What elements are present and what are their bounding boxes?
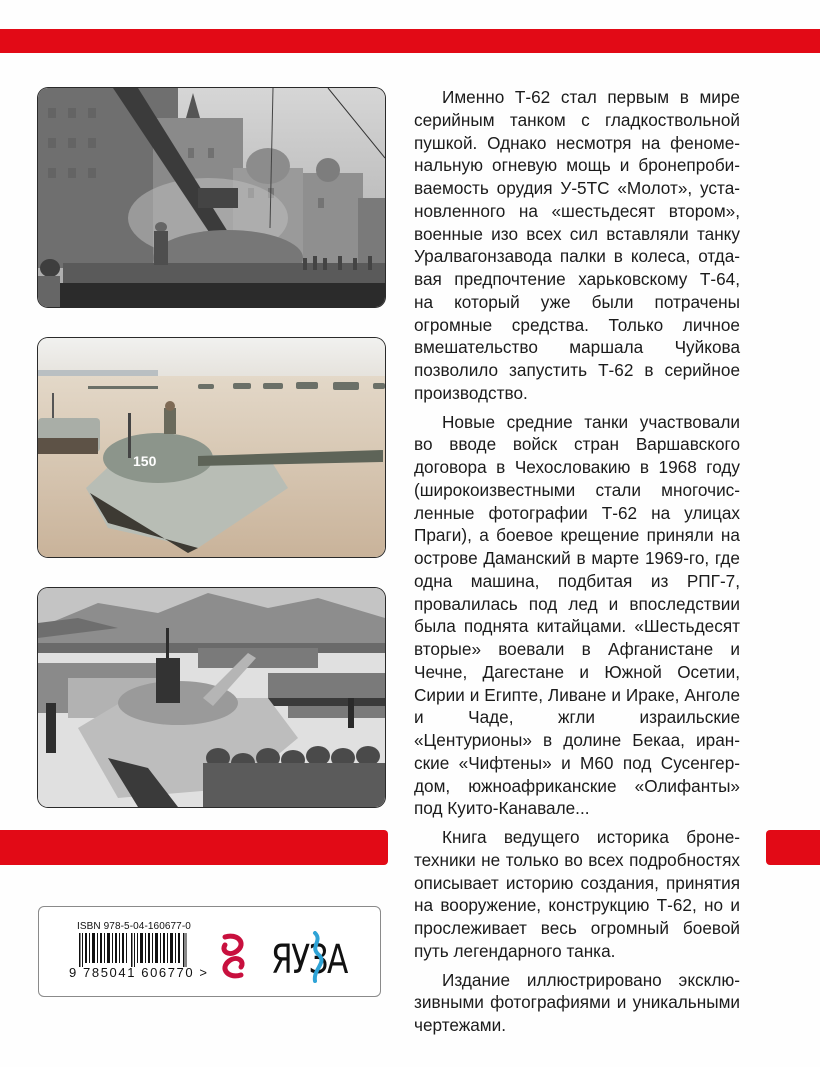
book-description bbox=[414, 86, 740, 1043]
description-paragraph-3: Книга ведущего историка бронетехники не только во всех подробностях описывает историю создания, принятия на вооружение, конструкцию Т-62, но и прослеживает весь огромный боевой путь легендарного танка. bbox=[414, 827, 740, 961]
isbn-label: ISBN 978-5-04-160677-0 bbox=[77, 921, 191, 932]
middle-red-band-left bbox=[0, 830, 388, 865]
yauza-logo-text: ЯУЗА bbox=[271, 937, 347, 983]
barcode-digits: 9 785041 606770 > bbox=[69, 965, 209, 980]
middle-red-band-right bbox=[766, 830, 820, 865]
description-paragraph-4: Издание иллюстрировано эксклюзивными фотографиями и уникальными чертежами. bbox=[414, 969, 740, 1035]
photo-t62-afghanistan-column bbox=[38, 588, 385, 807]
barcode-publisher-box bbox=[38, 906, 381, 997]
description-paragraph-1: Именно Т-62 стал первым в мире серийным танком с гладкоствольной пушкой. Однако несмотря на феноменальную огневую мощь и бронепробиваемость орудия У-5ТС «Молот», установленного на «шестьдесят втором», военные изо всех сил вставляли танку Уралвагонзавода палки в колеса, отдавая предпочтение харьковскому Т-64, на который уже были потрачены огромные средства. Только личное вмешательство маршала Чуйкова позволило запустить Т-62 в серийное производство. bbox=[414, 87, 740, 403]
top-red-band bbox=[0, 29, 820, 53]
turret-number: 150 bbox=[133, 453, 157, 469]
photo-t62-field-exercise bbox=[38, 338, 385, 557]
yauza-logo bbox=[271, 931, 351, 981]
eksmo-swirl-icon bbox=[217, 931, 249, 981]
description-paragraph-2: Новые средние танки участвовали во вводе войск стран Варшавского договора в Чехословакию в 1968 году (широкоизвестными стали многочисленные фотографии Т-62 на улицах Праги), а боевое крещение приняли на острове Даманский в марте 1969-го, где одна машина, подбитая из РПГ-7, провалилась под лед и впоследствии была поднята китайцами. «Шестьдесят вторые» воевали в Афганистане и Чечне, Дагестане и Южной Осетии, Сирии и Египте, Ливане и Ираке, Анголе и Чаде, жгли израильские «Центурионы» в долине Бекаа, иранские «Чифтены» и М60 под Сусенгердом, южноафриканские «Олифанты» под Куито-Канавале... bbox=[414, 411, 740, 819]
barcode-icon bbox=[79, 933, 187, 967]
photo-t62-prague-street bbox=[38, 88, 385, 307]
yauza-wave-icon bbox=[305, 931, 329, 983]
